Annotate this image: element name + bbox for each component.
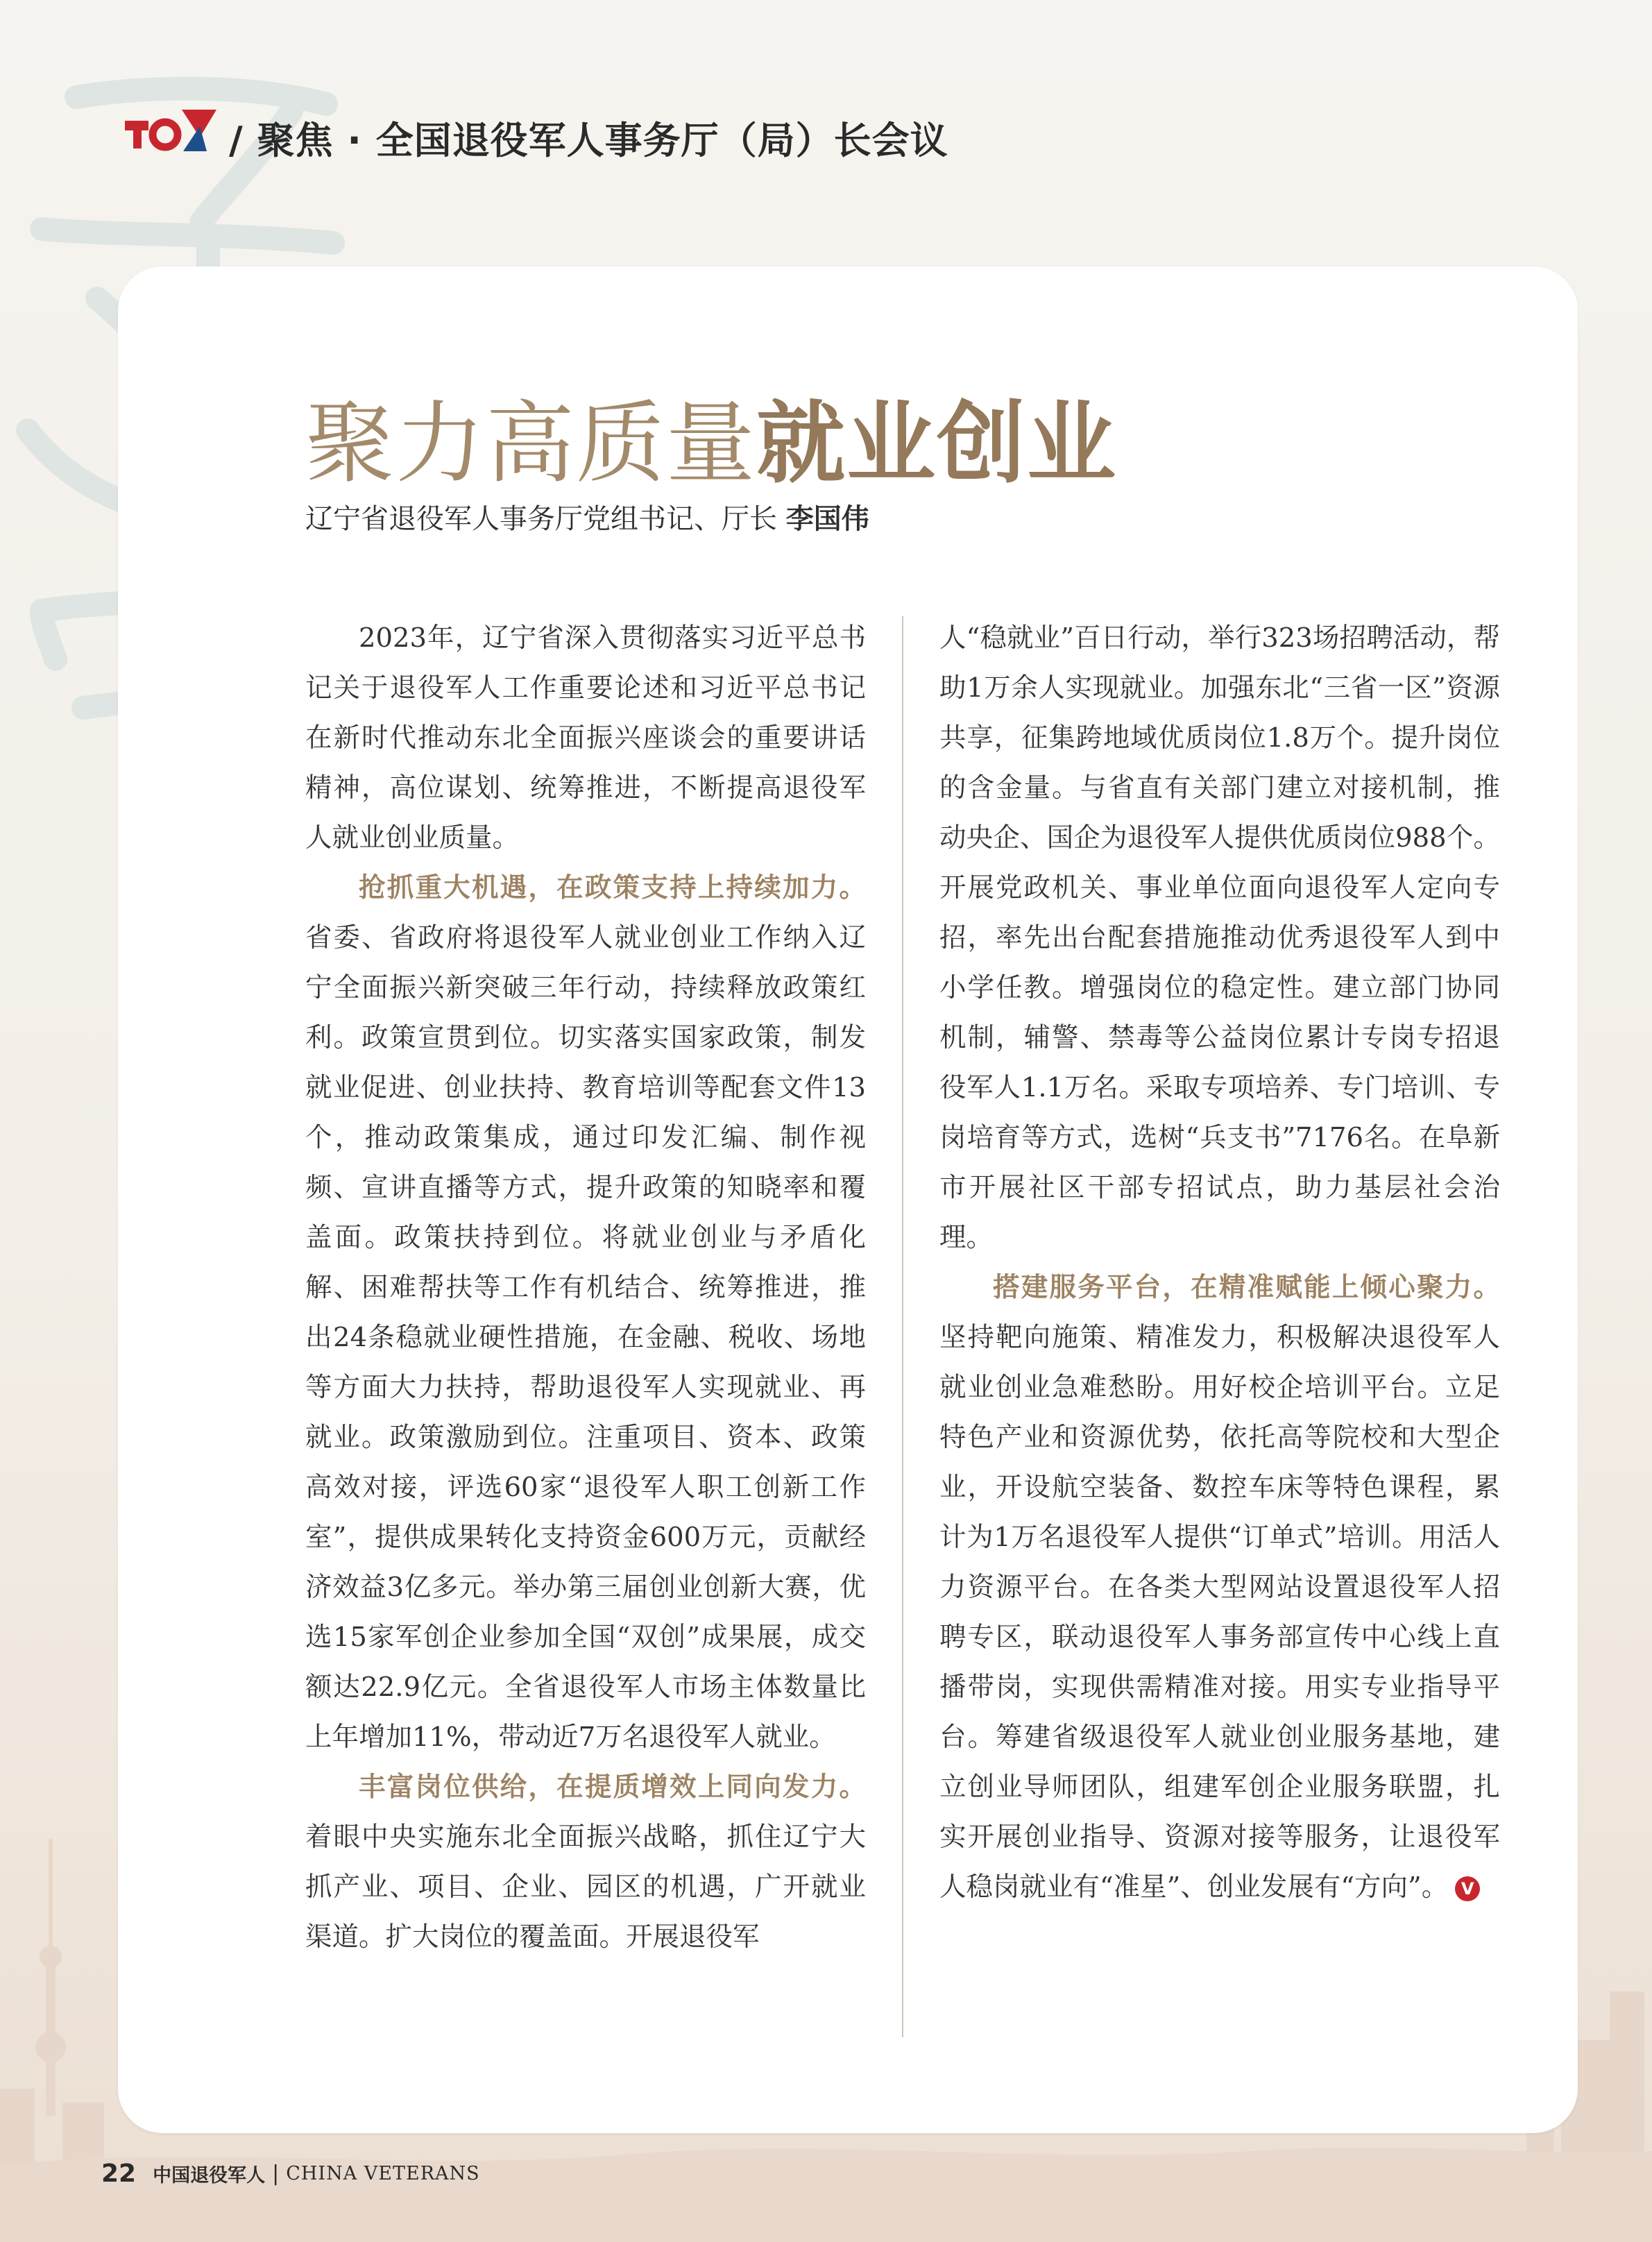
paragraph-intro: 2023年，辽宁省深入贯彻落实习近平总书记关于退役军人工作重要论述和习近平总书记在新时代推动东北全面振兴座谈会的重要讲话精神，高位谋划、统筹推进，不断提高退役军人就业创业质量。 — [305, 622, 866, 854]
heading-platform: 搭建服务平台，在精准赋能上倾心聚力。 — [993, 1272, 1500, 1303]
left-column — [305, 613, 866, 1962]
section-title: / 聚焦 · 全国退役军人事务厅（局）长会议 — [229, 119, 948, 162]
page-footer — [101, 2159, 480, 2188]
title-regular: 聚力高质量 — [305, 392, 757, 495]
body-policy: 省委、省政府将退役军人就业创业工作纳入辽宁全面振兴新突破三年行动，持续释放政策红利。政策宣贯到位。切实落实国家政策，制发就业促进、创业扶持、教育培训等配套文件13个，推动政策集成，通过印发汇编、制作视频、宣讲直播等方式，提升政策的知晓率和覆盖面。政策扶持到位。将就业创业与矛盾化解、困难帮扶等工作有机结合、统筹推进，推出24条稳就业硬性措施，在金融、税收、场地等方面大力扶持，帮助退役军人实现就业、再就业。政策激励到位。注重项目、资本、政策高效对接，评选60家“退役军人职工创新工作室”，提供成果转化支持资金600万元，贡献经济效益3亿多元。举办第三届创业创新大赛，优选15家军创企业参加全国“双创”成果展，成交额达22.9亿元。全省退役军人市场主体数量比上年增加11%，带动近7万名退役军人就业。 — [305, 922, 866, 1753]
page-header — [125, 97, 1096, 180]
author-byline — [305, 497, 869, 536]
column-divider — [902, 616, 903, 2037]
footer-separator: | — [272, 2162, 280, 2186]
magazine-logo-icon — [125, 103, 219, 157]
magazine-name: 中国退役军人 — [153, 2165, 266, 2186]
body-jobs: 着眼中央实施东北全面振兴战略，抓住辽宁大抓产业、项目、企业、园区的机遇，广开就业渠道。扩大岗位的覆盖面。开展退役军 — [305, 1821, 866, 1953]
paragraph-jobs — [305, 1763, 866, 1962]
heading-policy: 抢抓重大机遇，在政策支持上持续加力。 — [359, 872, 866, 903]
article-title — [305, 372, 1117, 500]
heading-jobs: 丰富岗位供给，在提质增效上同向发力。 — [359, 1772, 866, 1803]
paragraph-jobs-continued: 人“稳就业”百日行动，举行323场招聘活动，帮助1万余人实现就业。加强东北“三省一区”资源共享，征集跨地域优质岗位1.8万个。提升岗位的含金量。与省直有关部门建立对接机制，推动央企、国企为退役军人提供优质岗位988个。开展党政机关、事业单位面向退役军人定向专招，率先出台配套措施推动优秀退役军人到中小学任教。增强岗位的稳定性。建立部门协同机制，辅警、禁毒等公益岗位累计专岗专招退役军人1.1万名。采取专项培养、专门培训、专岗培育等方式，选树“兵支书”7176名。在阜新市开展社区干部专招试点，助力基层社会治理。 — [939, 622, 1500, 1253]
right-column — [939, 613, 1500, 1912]
title-bold: 就业创业 — [756, 392, 1118, 495]
paragraph-platform — [939, 1263, 1500, 1912]
paragraph-policy — [305, 863, 866, 1763]
end-mark-icon: V — [1455, 1876, 1480, 1901]
magazine-english-name: CHINA VETERANS — [286, 2163, 480, 2184]
body-platform: 坚持靶向施策、精准发力，积极解决退役军人就业创业急难愁盼。用好校企培训平台。立足特色产业和资源优势，依托高等院校和大型企业，开设航空装备、数控车床等特色课程，累计为1万名退役军人提供“订单式”培训。用活人力资源平台。在各类大型网站设置退役军人招聘专区，联动退役军人事务部宣传中心线上直播带岗，实现供需精准对接。用实专业指导平台。筹建省级退役军人就业创业服务基地，建立创业导师团队，组建军创企业服务联盟，扎实开展创业指导、资源对接等服务，让退役军人稳岗就业有“准星”、创业发展有“方向”。 — [939, 1322, 1500, 1903]
page-number: 22 — [101, 2159, 137, 2188]
author-name: 李国伟 — [785, 503, 869, 535]
author-role: 辽宁省退役军人事务厅党组书记、厅长 — [305, 503, 786, 535]
